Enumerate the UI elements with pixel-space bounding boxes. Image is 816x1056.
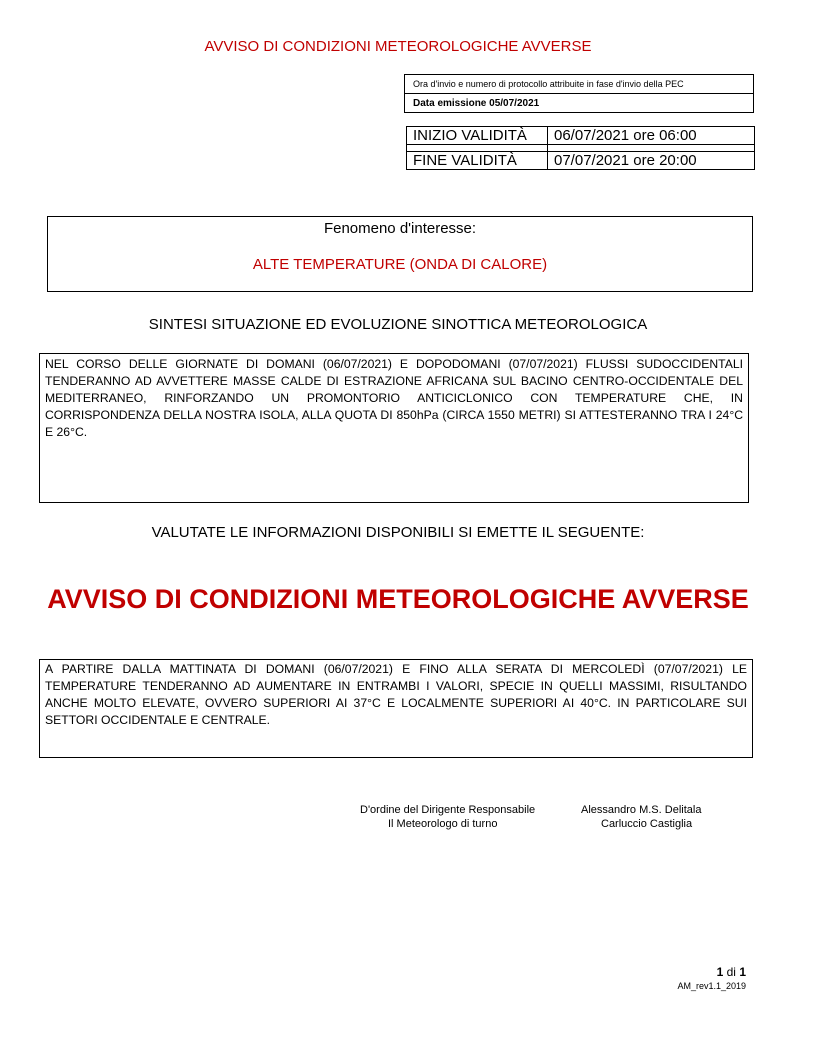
signature-role: D'ordine del Dirigente Responsabile xyxy=(360,804,536,816)
document-title: AVVISO DI CONDIZIONI METEOROLOGICHE AVVERSE xyxy=(204,38,592,55)
emission-intro: VALUTATE LE INFORMAZIONI DISPONIBILI SI EMETTE IL SEGUENTE: xyxy=(151,524,645,541)
page-separator: di xyxy=(726,965,736,979)
page-number xyxy=(717,965,746,979)
validity-start-label: INIZIO VALIDITÀ xyxy=(407,127,548,145)
phenomenon-value: ALTE TEMPERATURE (ONDA DI CALORE) xyxy=(252,256,548,273)
validity-end-label: FINE VALIDITÀ xyxy=(407,152,548,170)
signature-name-meteorologist: Carluccio Castiglia xyxy=(601,818,693,830)
validity-start-row xyxy=(407,127,755,145)
validity-end-value: 07/07/2021 ore 20:00 xyxy=(548,152,755,170)
page-current: 1 xyxy=(716,965,724,979)
validity-spacer-row xyxy=(407,145,755,152)
validity-start-value: 06/07/2021 ore 06:00 xyxy=(548,127,755,145)
protocol-note: Ora d'invio e numero di protocollo attribuite in fase d'invio della PEC xyxy=(404,74,754,94)
page-total: 1 xyxy=(739,965,746,979)
phenomenon-box xyxy=(47,216,753,292)
validity-end-row xyxy=(407,152,755,170)
revision-code: AM_rev1.1_2019 xyxy=(677,981,746,991)
synthesis-text: NEL CORSO DELLE GIORNATE DI DOMANI (06/07/2021) E DOPODOMANI (07/07/2021) FLUSSI SUDOCCIDENTALI TENDERANNO AD AVVETTERE MASSE CALDE DI ESTRAZIONE AFRICANA SUL BACINO CENTRO-OCCIDENTALE DEL MEDITERRANEO, RINFORZANDO UN PROMONTORIO ANTICICLONICO CON TEMPERATURE CHE, IN CORRISPONDENZA DELLA NOSTRA ISOLA, ALLA QUOTA DI 850hPa (CIRCA 1550 METRI) SI ATTESTERANNO TRA I 24°C E 26°C. xyxy=(39,353,749,503)
signature-duty: Il Meteorologo di turno xyxy=(388,818,498,830)
emission-date: Data emissione 05/07/2021 xyxy=(404,93,754,113)
synthesis-title: SINTESI SITUAZIONE ED EVOLUZIONE SINOTTICA METEOROLOGICA xyxy=(148,316,648,333)
warning-text: A PARTIRE DALLA MATTINATA DI DOMANI (06/07/2021) E FINO ALLA SERATA DI MERCOLEDÌ (07/07/2021) LE TEMPERATURE TENDERANNO AD AUMENTARE IN ENTRAMBI I VALORI, SPECIE IN QUELLI MASSIMI, RISULTANDO ANCHE MOLTO ELEVATE, OVVERO SUPERIORI AI 37°C E LOCALMENTE SUPERIORI AI 40°C. IN PARTICOLARE SUI SETTORI OCCIDENTALE E CENTRALE. xyxy=(39,659,753,758)
warning-title: AVVISO DI CONDIZIONI METEOROLOGICHE AVVERSE xyxy=(47,584,749,614)
validity-table xyxy=(406,126,755,170)
signature-name-manager: Alessandro M.S. Delitala xyxy=(581,804,702,816)
phenomenon-label: Fenomeno d'interesse: xyxy=(323,220,477,237)
